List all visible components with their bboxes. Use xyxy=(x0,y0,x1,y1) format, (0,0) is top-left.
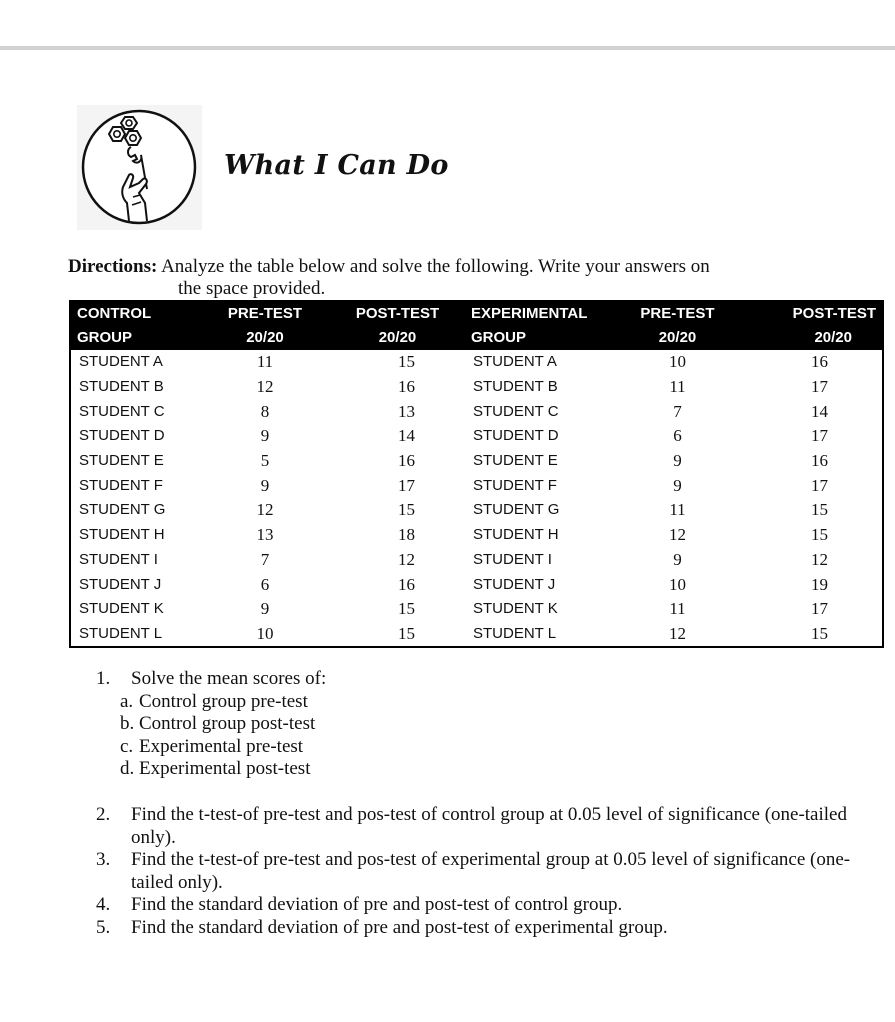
experimental-student: STUDENT A xyxy=(473,353,557,371)
scores-table xyxy=(69,300,884,648)
question-number: 3. xyxy=(96,849,111,871)
experimental-post-score: 17 xyxy=(811,599,828,619)
page-title: What I Can Do xyxy=(224,150,449,181)
experimental-student: STUDENT C xyxy=(473,402,559,420)
control-post-score: 16 xyxy=(398,574,415,594)
header-control-pre-sub: 20/20 xyxy=(200,326,330,350)
control-post-score: 14 xyxy=(398,426,415,446)
table-row xyxy=(70,399,883,424)
question-number: 2. xyxy=(96,803,111,825)
experimental-post-score: 15 xyxy=(811,525,828,545)
header-control-post: POST-TEST xyxy=(330,301,465,326)
sub-item-letter: d. xyxy=(120,758,135,780)
control-post-score: 16 xyxy=(398,377,415,397)
experimental-student: STUDENT E xyxy=(473,452,558,470)
question-text: Find the t-test-of pre-test and pos-test of control group at 0.05 level of significance (one-tailed only). xyxy=(131,803,847,848)
sub-item-text: Control group post-test xyxy=(139,713,316,735)
table-row xyxy=(70,548,883,573)
control-student: STUDENT J xyxy=(79,575,162,593)
experimental-student: STUDENT H xyxy=(473,526,559,544)
directions-text-line1: Analyze the table below and solve the following. Write your answers on xyxy=(161,256,710,277)
experimental-post-score: 15 xyxy=(811,500,828,520)
directions-text-line2: the space provided. xyxy=(178,278,326,299)
table-row xyxy=(70,523,883,548)
control-post-score: 15 xyxy=(398,623,415,643)
header-control-post-sub: 20/20 xyxy=(330,326,465,350)
control-student: STUDENT B xyxy=(79,378,164,396)
control-pre-score: 13 xyxy=(256,525,274,545)
experimental-student: STUDENT G xyxy=(473,501,560,519)
control-pre-score: 10 xyxy=(256,623,274,643)
header-control-group: CONTROL xyxy=(70,301,200,326)
directions-label: Directions: xyxy=(68,256,158,277)
control-pre-score: 8 xyxy=(260,401,270,421)
sub-item xyxy=(120,736,876,759)
experimental-student: STUDENT J xyxy=(473,575,556,593)
control-post-score: 12 xyxy=(398,549,415,569)
control-post-score: 15 xyxy=(398,599,415,619)
header-experimental-group-sub: GROUP xyxy=(465,326,615,350)
control-pre-score: 12 xyxy=(256,500,274,520)
control-pre-score: 5 xyxy=(260,451,270,471)
experimental-post-score: 16 xyxy=(811,451,828,471)
experimental-post-score: 15 xyxy=(811,623,828,643)
question-text: Find the standard deviation of pre and post-test of experimental group. xyxy=(131,916,668,938)
top-divider xyxy=(0,46,895,50)
control-pre-score: 11 xyxy=(256,352,274,372)
control-post-score: 17 xyxy=(398,475,415,495)
table-row xyxy=(70,350,883,375)
header-experimental-pre-sub: 20/20 xyxy=(615,326,740,350)
experimental-post-score: 14 xyxy=(811,401,828,421)
question-number: 5. xyxy=(96,916,111,938)
section-logo xyxy=(77,105,202,230)
control-student: STUDENT E xyxy=(79,452,164,470)
question-text: Solve the mean scores of: xyxy=(131,668,327,689)
control-student: STUDENT K xyxy=(79,600,164,618)
experimental-pre-score: 12 xyxy=(669,623,686,643)
table-row xyxy=(70,572,883,597)
control-student: STUDENT C xyxy=(79,402,165,420)
experimental-student: STUDENT F xyxy=(473,476,557,494)
sub-item-text: Experimental pre-test xyxy=(139,735,304,757)
question-5 xyxy=(96,917,876,940)
experimental-pre-score: 7 xyxy=(673,401,682,421)
table-row xyxy=(70,498,883,523)
experimental-pre-score: 11 xyxy=(669,377,686,397)
experimental-post-score: 17 xyxy=(811,377,828,397)
experimental-pre-score: 9 xyxy=(673,549,682,569)
question-3 xyxy=(96,849,876,894)
experimental-student: STUDENT K xyxy=(473,600,558,618)
control-pre-score: 7 xyxy=(260,549,270,569)
experimental-post-score: 12 xyxy=(811,549,828,569)
control-post-score: 15 xyxy=(398,352,415,372)
experimental-pre-score: 9 xyxy=(673,475,682,495)
sub-item-letter: a. xyxy=(120,690,134,712)
header-control-group-sub: GROUP xyxy=(70,326,200,350)
experimental-post-score: 16 xyxy=(811,352,828,372)
table-row xyxy=(70,473,883,498)
table-row xyxy=(70,375,883,400)
hand-holding-wrench-icon xyxy=(77,105,202,230)
table-body xyxy=(70,350,883,647)
sub-item xyxy=(120,758,876,781)
sub-item-text: Control group pre-test xyxy=(139,690,308,712)
question-1-subitems xyxy=(96,691,876,781)
experimental-post-score: 17 xyxy=(811,475,828,495)
table-row xyxy=(70,449,883,474)
control-student: STUDENT H xyxy=(79,526,165,544)
experimental-pre-score: 10 xyxy=(669,574,686,594)
control-pre-score: 9 xyxy=(260,599,270,619)
experimental-pre-score: 10 xyxy=(669,352,686,372)
experimental-pre-score: 9 xyxy=(673,451,682,471)
sub-item-letter: c. xyxy=(120,735,134,757)
table-row xyxy=(70,622,883,648)
control-student: STUDENT F xyxy=(79,476,163,494)
header-control-pre: PRE-TEST xyxy=(200,301,330,326)
experimental-student: STUDENT B xyxy=(473,378,558,396)
control-post-score: 13 xyxy=(398,401,415,421)
experimental-pre-score: 11 xyxy=(669,599,686,619)
questions-list xyxy=(96,668,876,940)
control-student: STUDENT I xyxy=(79,550,158,568)
control-post-score: 15 xyxy=(398,500,415,520)
table-header-row-2 xyxy=(70,326,883,350)
experimental-student: STUDENT D xyxy=(473,427,559,445)
experimental-student: STUDENT I xyxy=(473,550,552,568)
header-experimental-post: POST-TEST xyxy=(740,301,883,326)
header-experimental-group: EXPERIMENTAL xyxy=(465,301,615,326)
experimental-pre-score: 6 xyxy=(673,426,682,446)
directions xyxy=(68,256,868,300)
question-4 xyxy=(96,894,876,917)
question-2 xyxy=(96,804,876,849)
sub-item xyxy=(120,691,876,714)
control-student: STUDENT D xyxy=(79,427,165,445)
experimental-student: STUDENT L xyxy=(473,624,557,642)
control-post-score: 18 xyxy=(398,525,415,545)
control-pre-score: 12 xyxy=(256,377,274,397)
experimental-post-score: 17 xyxy=(811,426,828,446)
control-post-score: 16 xyxy=(398,451,415,471)
question-number: 1. xyxy=(96,668,111,689)
table-header-row-1 xyxy=(70,301,883,326)
question-text: Find the standard deviation of pre and post-test of control group. xyxy=(131,894,623,916)
control-pre-score: 6 xyxy=(260,574,270,594)
table-row xyxy=(70,597,883,622)
question-1 xyxy=(96,668,876,691)
control-student: STUDENT L xyxy=(79,624,163,642)
control-pre-score: 9 xyxy=(260,426,270,446)
control-student: STUDENT G xyxy=(79,501,166,519)
spacer xyxy=(96,781,876,804)
experimental-post-score: 19 xyxy=(811,574,828,594)
header-experimental-post-sub: 20/20 xyxy=(740,326,883,350)
experimental-pre-score: 11 xyxy=(669,500,686,520)
experimental-pre-score: 12 xyxy=(669,525,686,545)
question-number: 4. xyxy=(96,894,111,916)
table-row xyxy=(70,424,883,449)
sub-item-letter: b. xyxy=(120,713,135,735)
question-text: Find the t-test-of pre-test and pos-test of experimental group at 0.05 level of significance (one-tailed only). xyxy=(131,849,851,893)
control-pre-score: 9 xyxy=(260,475,270,495)
control-student: STUDENT A xyxy=(79,353,163,371)
sub-item-text: Experimental post-test xyxy=(139,758,311,780)
sub-item xyxy=(120,713,876,736)
header-experimental-pre: PRE-TEST xyxy=(615,301,740,326)
